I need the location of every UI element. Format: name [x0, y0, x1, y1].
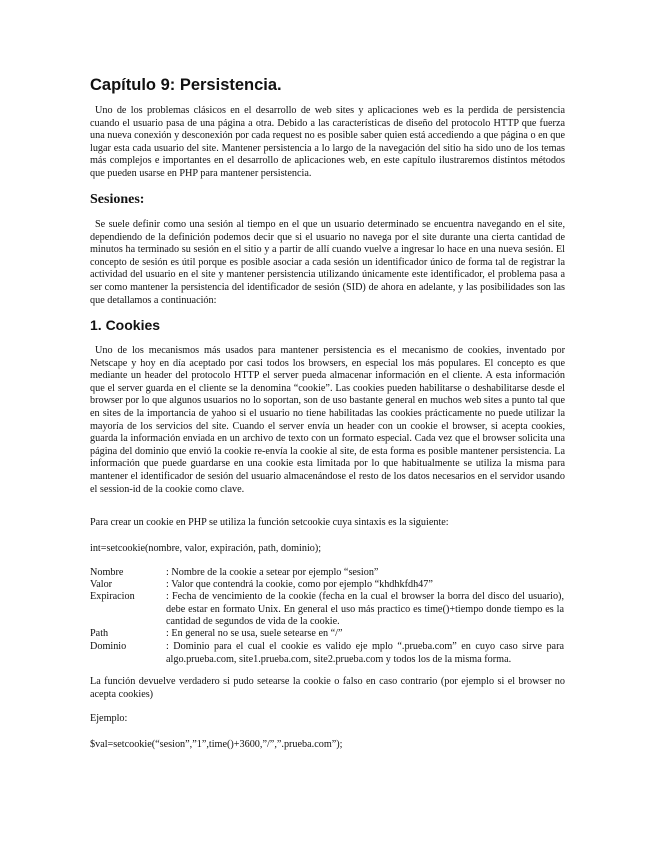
param-desc: : Nombre de la cookie a setear por ejemplo “sesion” — [166, 567, 379, 578]
example-code: $val=setcookie(“sesion”,”1”,time()+3600,”/”,”.prueba.com”); — [90, 739, 343, 750]
param-desc: : Valor que contendrá la cookie, como por ejemplo “khdhkfdh47” — [166, 579, 433, 590]
param-name: Valor — [90, 579, 113, 590]
param-desc: : Fecha de vencimiento de la cookie (fecha en la cual el browser la borra del disco del usuario), debe estar en formato Unix. En general el uso más practico es time()+tiempo donde tiempo es la cantidad de segundos de vida de la cookie. — [166, 591, 564, 628]
param-desc: : Dominio para el cual el cookie es valido eje mplo “.prueba.com” en cuyo caso sirve para algo.prueba.com, site1.prueba.com, site2.prueba.com y todos los de la misma forma. — [166, 641, 564, 665]
param-name: Nombre — [90, 567, 124, 578]
setcookie-intro: Para crear un cookie en PHP se utiliza la función setcookie cuya sintaxis es la siguiente: — [90, 517, 449, 528]
param-name: Expiracion — [90, 591, 135, 602]
param-name: Dominio — [90, 641, 127, 652]
param-name: Path — [90, 628, 109, 639]
example-label: Ejemplo: — [90, 713, 128, 724]
intro-paragraph: Uno de los problemas clásicos en el desarrollo de web sites y aplicaciones web es la perdida de persistencia cuando el usuario pasa de una página a otra. Debido a las características de diseño del protocolo HTTP que fuerza una nueva conexión y desconexión por cada request no es posible saber quien está accediendo a que página o en que lugar esta cada usuario del site. Mantener persistencia a lo largo de la navegación del sitio ha sido uno de los temas más complejos e importantes en el desarrollo de aplicaciones web, en este capítulo ilustraremos distintos métodos que pueden usarse en PHP para mantener persistencia. — [90, 105, 565, 179]
setcookie-syntax: int=setcookie(nombre, valor, expiración, path, dominio); — [90, 543, 322, 554]
cookies-heading: 1. Cookies — [90, 317, 161, 333]
chapter-title: Capítulo 9: Persistencia. — [90, 76, 282, 94]
sesiones-paragraph: Se suele definir como una sesión al tiempo en el que un usuario determinado se encuentra navegando en el site, dependiendo de la definición podemos decir que si el usuario no navega por el site durante una cierta cantidad de minutos ha terminado su sesión en el sitio y a partir de allí cuando vuelve a ingresar lo hace en una nueva sesión. El concepto de sesión es útil porque es posible asociar a cada sesión un identificador único de forma tal de registrar la actividad del usuario en el site y mantener persistencia utilizando únicamente este identificador, el problema pasa a ser como mantener la persistencia del identificador de sesión (SID) de ahora en adelante, y las posibilidades son las que detallamos a continuación: — [90, 219, 565, 306]
param-desc: : En general no se usa, suele setearse en “/” — [166, 628, 343, 639]
sesiones-heading: Sesiones: — [90, 192, 145, 207]
cookies-paragraph: Uno de los mecanismos más usados para mantener persistencia es el mecanismo de cookies, inventado por Netscape y hoy en día aceptado por casi todos los browsers, en especial los más populares. El concepto es que mediante un header del protocolo HTTP el server pueda almacenar información en el cliente. A esta información que el server guarda en el cliente se la denomina “cookie”. Las cookies pueden habilitarse o deshabilitarse desde el browser por lo que algunos usuarios no lo soportan, son de uso bastante general en muchos web sites a punto tal que en sites de la importancia de yahoo si el usuario no tiene habilitadas las cookies prácticamente no puede utilizar la mayoría de los servicios del site. Cuando el server envía un header con un cookie el browser, si acepta cookies, guarda la información enviada en un archivo de texto con un formato especial. Cada vez que el browser solicita una página del dominio que envió la cookie re-envía la cookie al site, de esta forma es posible mantener persistencia. La información que puede guardarse en una cookie esta limitada por lo que habitualmente se utiliza la misma para mantener el identificador de sesión del usuario almacenándose el resto de los datos necesarios en el servidor usando el session-id de la cookie como clave. — [90, 345, 565, 495]
return-paragraph: La función devuelve verdadero si pudo setearse la cookie o falso en caso contrario (por ejemplo si el browser no acepta cookies) — [90, 676, 565, 700]
